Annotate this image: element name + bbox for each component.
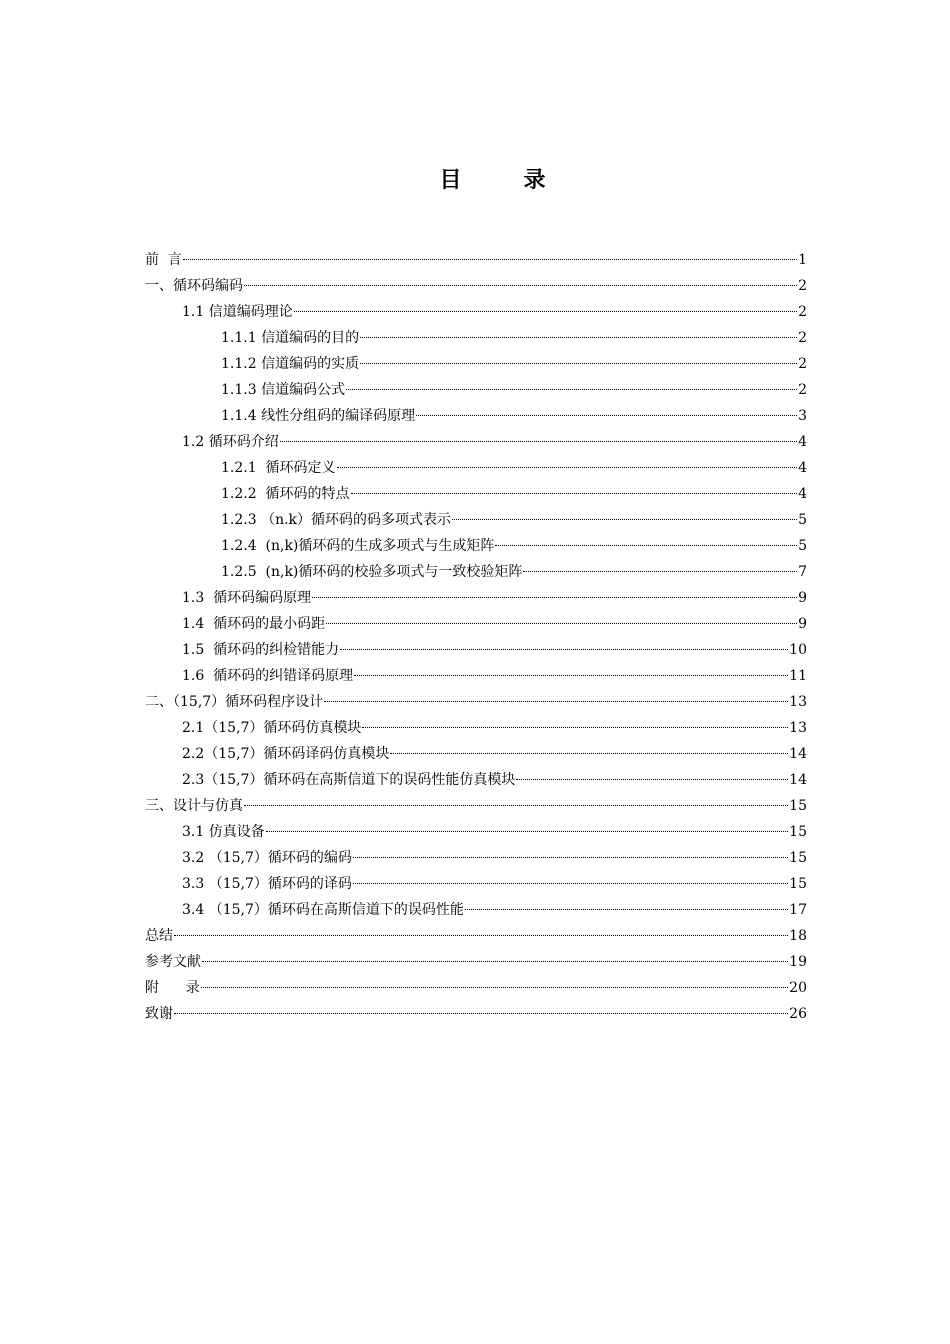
toc-dot-leader [202, 961, 788, 962]
toc-dot-leader [465, 909, 788, 910]
toc-entry[interactable] [145, 793, 807, 819]
toc-dot-leader [174, 1013, 788, 1014]
toc-entry-page-number: 7 [798, 564, 807, 580]
toc-dot-leader [337, 467, 798, 468]
toc-dot-leader [244, 805, 788, 806]
toc-entry-page-number: 15 [789, 876, 807, 892]
toc-entry[interactable] [145, 819, 807, 845]
table-of-contents [145, 247, 807, 1027]
toc-entry-page-number: 2 [798, 278, 807, 294]
toc-entry-page-number: 15 [789, 850, 807, 866]
toc-entry[interactable] [145, 637, 807, 663]
toc-entry-label: 1.1.4 线性分组码的编译码原理 [221, 408, 416, 424]
toc-entry[interactable] [145, 585, 807, 611]
toc-entry[interactable] [145, 351, 807, 377]
toc-dot-leader [353, 883, 788, 884]
toc-entry[interactable] [145, 611, 807, 637]
toc-entry[interactable] [145, 1001, 807, 1027]
toc-dot-leader [280, 441, 797, 442]
toc-entry-label: 3.3 （15,7）循环码的译码 [182, 876, 352, 892]
toc-entry[interactable] [145, 455, 807, 481]
toc-dot-leader [266, 831, 788, 832]
toc-entry-page-number: 19 [789, 954, 807, 970]
toc-entry-label: 致谢 [145, 1006, 173, 1022]
toc-entry-page-number: 20 [789, 980, 807, 996]
toc-entry-page-number: 17 [789, 902, 807, 918]
toc-dot-leader [183, 259, 797, 260]
toc-dot-leader [326, 623, 797, 624]
toc-dot-leader [495, 545, 797, 546]
toc-entry[interactable] [145, 299, 807, 325]
toc-dot-leader [174, 935, 788, 936]
toc-entry[interactable] [145, 325, 807, 351]
toc-dot-leader [452, 519, 797, 520]
toc-dot-leader [312, 597, 797, 598]
toc-entry[interactable] [145, 559, 807, 585]
toc-entry-label: 3.1 仿真设备 [182, 824, 265, 840]
toc-entry[interactable] [145, 715, 807, 741]
toc-entry-label: 3.4 （15,7）循环码在高斯信道下的误码性能 [182, 902, 464, 918]
toc-dot-leader [523, 571, 797, 572]
toc-entry-label: 1.2.4 (n,k)循环码的生成多项式与生成矩阵 [221, 538, 495, 554]
toc-entry[interactable] [145, 429, 807, 455]
toc-entry-label: 前 言 [145, 252, 182, 268]
toc-entry[interactable] [145, 403, 807, 429]
toc-entry-label: 二、（15,7）循环码程序设计 [145, 694, 324, 710]
toc-entry-label: 1.5 循环码的纠检错能力 [182, 642, 340, 658]
toc-entry-label: 1.6 循环码的纠错译码原理 [182, 668, 354, 684]
toc-entry-page-number: 3 [798, 408, 807, 424]
toc-entry-page-number: 2 [798, 356, 807, 372]
toc-entry-label: 1.1.3 信道编码公式 [221, 382, 346, 398]
toc-dot-leader [354, 675, 788, 676]
toc-entry[interactable] [145, 741, 807, 767]
page-title: 目 录 [439, 167, 566, 193]
toc-dot-leader [294, 311, 797, 312]
toc-entry[interactable] [145, 481, 807, 507]
toc-entry-label: 1.2.1 循环码定义 [221, 460, 336, 476]
toc-entry[interactable] [145, 845, 807, 871]
toc-entry-label: 1.2.2 循环码的特点 [221, 486, 350, 502]
toc-dot-leader [346, 389, 797, 390]
toc-entry-page-number: 15 [789, 798, 807, 814]
toc-entry-label: 2.3（15,7）循环码在高斯信道下的误码性能仿真模块 [182, 772, 516, 788]
toc-entry[interactable] [145, 923, 807, 949]
toc-entry-label: 三、设计与仿真 [145, 798, 243, 814]
toc-entry[interactable] [145, 533, 807, 559]
toc-entry-label: 1.1.2 信道编码的实质 [221, 356, 360, 372]
toc-dot-leader [244, 285, 797, 286]
toc-entry[interactable] [145, 975, 807, 1001]
toc-dot-leader [340, 649, 788, 650]
toc-entry-page-number: 2 [798, 382, 807, 398]
toc-entry-page-number: 11 [789, 668, 807, 684]
toc-entry-label: 1.2.3 （n.k）循环码的码多项式表示 [221, 512, 452, 528]
toc-entry-page-number: 2 [798, 330, 807, 346]
toc-entry[interactable] [145, 663, 807, 689]
toc-entry-page-number: 5 [798, 538, 807, 554]
toc-entry-label: 附 录 [145, 980, 200, 996]
toc-entry-page-number: 4 [798, 460, 807, 476]
toc-entry-label: 1.3 循环码编码原理 [182, 590, 312, 606]
toc-dot-leader [353, 857, 788, 858]
toc-dot-leader [390, 753, 788, 754]
toc-entry-page-number: 13 [789, 720, 807, 736]
toc-entry-page-number: 14 [789, 746, 807, 762]
toc-dot-leader [360, 363, 797, 364]
toc-entry-page-number: 13 [789, 694, 807, 710]
toc-entry-label: 参考文献 [145, 954, 201, 970]
toc-dot-leader [324, 701, 788, 702]
toc-entry-page-number: 26 [789, 1006, 807, 1022]
toc-entry-label: 1.1 信道编码理论 [182, 304, 293, 320]
toc-entry-page-number: 4 [798, 486, 807, 502]
toc-entry-page-number: 14 [789, 772, 807, 788]
toc-entry[interactable] [145, 377, 807, 403]
toc-dot-leader [201, 987, 788, 988]
toc-entry-label: 一、循环码编码 [145, 278, 243, 294]
toc-entry-page-number: 9 [798, 616, 807, 632]
toc-dot-leader [362, 727, 788, 728]
toc-entry-page-number: 1 [798, 252, 807, 268]
toc-entry-page-number: 18 [789, 928, 807, 944]
toc-dot-leader [416, 415, 797, 416]
toc-entry-page-number: 9 [798, 590, 807, 606]
toc-entry-label: 总结 [145, 928, 173, 944]
toc-entry[interactable] [145, 689, 807, 715]
toc-entry-page-number: 2 [798, 304, 807, 320]
toc-dot-leader [351, 493, 798, 494]
toc-entry-label: 1.1.1 信道编码的目的 [221, 330, 360, 346]
toc-entry[interactable] [145, 949, 807, 975]
toc-entry-page-number: 4 [798, 434, 807, 450]
toc-entry-page-number: 10 [789, 642, 807, 658]
toc-entry-page-number: 15 [789, 824, 807, 840]
toc-entry[interactable] [145, 767, 807, 793]
toc-entry-label: 3.2 （15,7）循环码的编码 [182, 850, 352, 866]
toc-dot-leader [360, 337, 797, 338]
toc-entry[interactable] [145, 247, 807, 273]
toc-entry-label: 2.1（15,7）循环码仿真模块 [182, 720, 362, 736]
toc-entry[interactable] [145, 507, 807, 533]
toc-entry-label: 1.2.5 (n,k)循环码的校验多项式与一致校验矩阵 [221, 564, 523, 580]
toc-entry[interactable] [145, 273, 807, 299]
toc-entry-label: 1.2 循环码介绍 [182, 434, 279, 450]
toc-entry-label: 2.2（15,7）循环码译码仿真模块 [182, 746, 390, 762]
toc-dot-leader [516, 779, 788, 780]
toc-entry[interactable] [145, 871, 807, 897]
toc-entry-label: 1.4 循环码的最小码距 [182, 616, 326, 632]
toc-entry[interactable] [145, 897, 807, 923]
toc-entry-page-number: 5 [798, 512, 807, 528]
